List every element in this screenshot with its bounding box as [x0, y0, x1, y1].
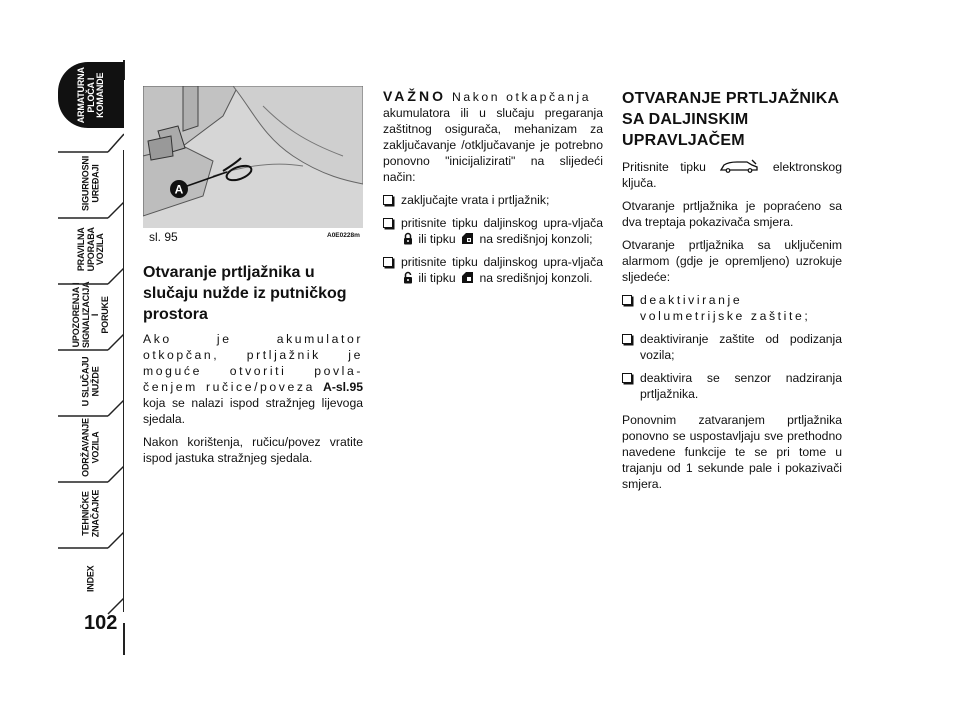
figure-callout-a: A: [174, 182, 184, 197]
column-emergency-opening: [143, 262, 363, 473]
important-heading-rest: Nakon otkapčanja: [445, 90, 592, 104]
tab-label: U SLUČAJU NUŽDE: [80, 356, 100, 406]
chapter-tabs: [58, 62, 124, 622]
unlock-icon: [403, 271, 413, 284]
figure-caption: sl. 95: [149, 230, 178, 244]
checkbox-bullet-icon: [383, 257, 393, 267]
important-text: akumulatora ili u slučaju pregaranja zaštitnog osigurača, mehanizam za zaključavanje /otključavanje je potrebno ponovno "inicijalizirati" na slijedeći način:: [383, 106, 603, 184]
tab-separators: [58, 62, 124, 622]
section-heading: Otvaranje prtljažnika u slučaju nužde iz putničkog prostora: [143, 264, 347, 323]
tab-label: ODRŽAVANJE VOZILA: [80, 417, 100, 477]
paragraph: [622, 159, 842, 191]
important-heading-line: [383, 88, 603, 105]
tab-label: PRAVILNA UPORABA VOZILA: [75, 226, 105, 272]
column-remote-opening: [622, 88, 842, 499]
list-item-text: ili tipku: [418, 232, 456, 246]
door-unlock-icon: [461, 271, 474, 284]
list-item: [383, 215, 603, 247]
checkbox-bullet-icon: [622, 295, 632, 305]
list-item: [622, 292, 842, 324]
list-item-text: pritisnite tipku daljinskog upra-vljača: [401, 255, 603, 269]
important-label: VAŽNO: [383, 88, 446, 104]
tab-label: ARMATURNA PLOČA I KOMANDE: [75, 66, 105, 124]
list-item-text: deaktivira se senzor nadziranja prtljažnika.: [640, 371, 842, 401]
checkbox-bullet-icon: [383, 218, 393, 228]
list-item-text: deaktiviranje zaštite od podizanja vozila;: [640, 332, 842, 362]
paragraph: Nakon korištenja, ručicu/povez vratite ispod jastuka stražnjeg sjedala.: [143, 435, 363, 465]
lock-icon: [403, 232, 413, 245]
page-number: 102: [84, 612, 118, 634]
figure-sl-95: [143, 86, 363, 228]
section-heading: OTVARANJE PRTLJAŽNIKA SA DALJINSKIM UPRAVLJAČEM: [622, 90, 839, 149]
list-item-text: na središnjoj konzoli;: [479, 232, 593, 246]
trunk-icon: [719, 159, 759, 173]
list-item: [622, 370, 842, 402]
checkbox-bullet-icon: [622, 373, 632, 383]
list-item: [622, 331, 842, 363]
list-item: [383, 192, 603, 208]
tab-label: INDEX: [85, 565, 96, 593]
paragraph-text: Pritisnite tipku: [622, 160, 706, 174]
paragraph: Ponovnim zatvaranjem prtljažnika ponovno se uspostavljaju sve prethodno navedene funkcije te se pri tome u trajanju od 1 sekunde pale i pokazivači smjera.: [622, 413, 842, 491]
paragraph-text: koja se nalazi ispod stražnjeg lijevoga sjedala.: [143, 396, 363, 426]
emergency-handle-illustration: [143, 86, 363, 228]
list-item-text: na središnjoj konzoli.: [479, 271, 593, 285]
paragraph-text: Ako je akumulator otkopčan, prtljažnik je moguće otvoriti povla-čenjem ručice/poveza: [143, 332, 363, 394]
figure-reference: A-sl.95: [323, 380, 363, 394]
door-lock-icon: [461, 232, 474, 245]
page-number-rule: [123, 623, 125, 655]
figure-code: A0E0228m: [327, 232, 360, 239]
tab-label: TEHNIČKE ZNAČAJKE: [80, 489, 100, 537]
paragraph-text: elektronskog ključa.: [622, 160, 842, 190]
checkbox-bullet-icon: [383, 195, 393, 205]
paragraph: Otvaranje prtljažnika sa uključenim alarmom (gdje je opremljeno) uzrokuje sljedeće:: [622, 238, 842, 284]
checkbox-bullet-icon: [622, 334, 632, 344]
list-item-text: deaktiviranje volumetrijske zaštite;: [640, 293, 811, 323]
list-item-text: zaključajte vrata i prtljažnik;: [401, 193, 550, 207]
list-item-text: ili tipku: [418, 271, 456, 285]
list-item-text: pritisnite tipku daljinskog upra-vljača: [401, 216, 603, 230]
column-important-note: [383, 88, 603, 293]
tab-label: SIGURNOSNI UREĐAJI: [80, 155, 100, 211]
tab-label: UPOZORENJA I SIGNALIZACIJA I PORUKE: [71, 281, 110, 349]
paragraph: Otvaranje prtljažnika je popraćeno sa dva treptaja pokazivača smjera.: [622, 199, 842, 229]
paragraph: [143, 331, 363, 427]
list-item: [383, 254, 603, 286]
